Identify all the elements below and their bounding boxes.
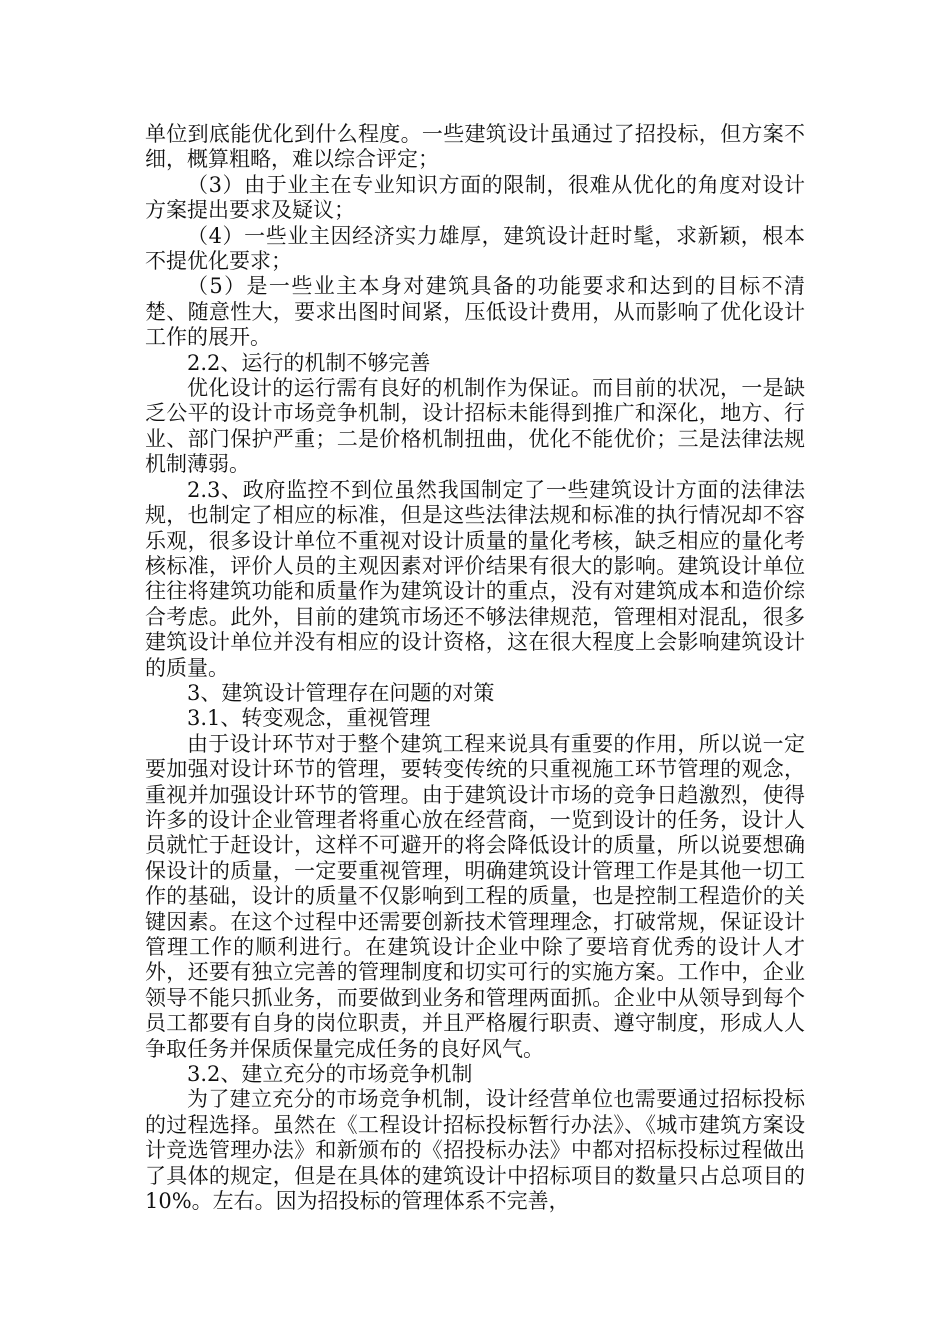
section-heading-3-2: 3.2、建立充分的市场竞争机制	[187, 1062, 473, 1087]
section-heading-2-2: 2.2、运行的机制不够完善	[187, 350, 431, 375]
paragraph-4: （5）是一些业主本身对建筑具备的功能要求和达到的目标不清楚、随意性大，要求出图时间紧，压低设计费用，从而影响了优化设计工作的展开。	[145, 274, 805, 350]
paragraph-5: 优化设计的运行需有良好的机制作为保证。而目前的状况，一是缺乏公平的设计市场竞争机制，设计招标未能得到推广和深化，地方、行业、部门保护严重；二是价格机制扭曲，优化不能优价；三是法律法规机制薄弱。	[145, 376, 805, 477]
paragraph-6: 2.3、政府监控不到位虽然我国制定了一些建筑设计方面的法律法规，也制定了相应的标准，但是这些法律法规和标准的执行情况却不容乐观，很多设计单位不重视对设计质量的量化考核，缺乏相应的量化考核标准，评价人员的主观因素对评价结果有很大的影响。建筑设计单位往往将建筑功能和质量作为建筑设计的重点，没有对建筑成本和造价综合考虑。此外，目前的建筑市场还不够法律规范，管理相对混乱，很多建筑设计单位并没有相应的设计资格，这在很大程度上会影响建筑设计的质量。	[145, 477, 805, 680]
section-heading-3-1: 3.1、转变观念，重视管理	[187, 706, 431, 731]
paragraph-2: （3）由于业主在专业知识方面的限制，很难从优化的角度对设计方案提出要求及疑议；	[145, 172, 805, 223]
paragraph-7: 由于设计环节对于整个建筑工程来说具有重要的作用，所以说一定要加强对设计环节的管理，要转变传统的只重视施工环节管理的观念，重视并加强设计环节的管理。由于建筑设计市场的竞争日趋激烈，使得许多的设计企业管理者将重心放在经营商，一览到设计的任务，设计人员就忙于赶设计，这样不可避开的将会降低设计的质量，所以说要想确保设计的质量，一定要重视管理，明确建筑设计管理工作是其他一切工作的基础，设计的质量不仅影响到工程的质量，也是控制工程造价的关键因素。在这个过程中还需要创新技术管理理念，打破常规，保证设计管理工作的顺利进行。在建筑设计企业中除了要培育优秀的设计人才外，还要有独立完善的管理制度和切实可行的实施方案。工作中，企业领导不能只抓业务，而要做到业务和管理两面抓。企业中从领导到每个员工都要有自身的岗位职责，并且严格履行职责、遵守制度，形成人人争取任务并保质保量完成任务的良好风气。	[145, 731, 805, 1061]
paragraph-1: 单位到底能优化到什么程度。一些建筑设计虽通过了招投标，但方案不细，概算粗略，难以综合评定；	[145, 122, 805, 172]
paragraph-3: （4）一些业主因经济实力雄厚，建筑设计赶时髦，求新颖，根本不提优化要求；	[145, 223, 805, 274]
paragraph-8: 为了建立充分的市场竞争机制，设计经营单位也需要通过招标投标的过程选择。虽然在《工程设计招标投标暂行办法》、《城市建筑方案设计竞选管理办法》和新颁布的《招投标办法》中都对招标投标过程做出了具体的规定，但是在具体的建筑设计中招标项目的数量只占总项目的10%。左右。因为招投标的管理体系不完善，	[145, 1087, 805, 1214]
document-body	[145, 122, 805, 1214]
section-heading-3: 3、建筑设计管理存在问题的对策	[187, 680, 495, 705]
